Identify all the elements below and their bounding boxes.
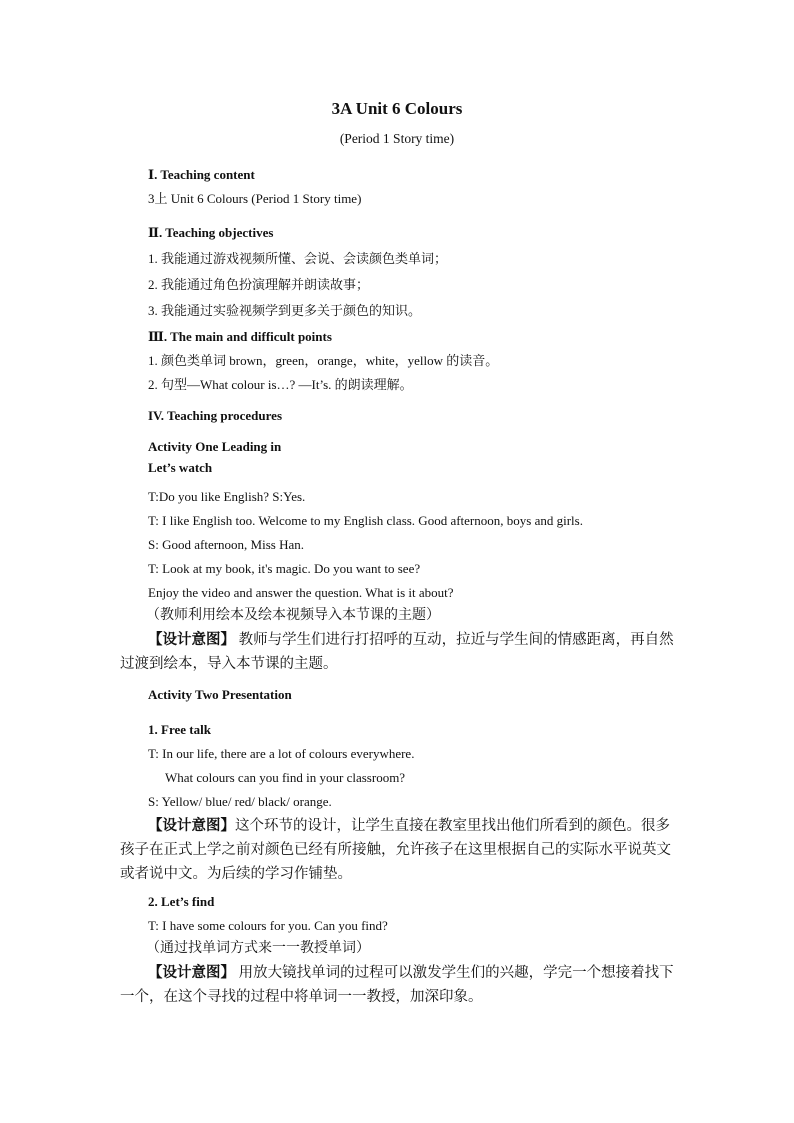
design-intent-paragraph <box>120 628 676 676</box>
objective-item: 3. 我能通过实验视频学到更多关于颜色的知识。 <box>148 303 422 318</box>
section-heading-content: Ⅰ. Teaching content <box>148 167 255 182</box>
dialogue-line: What colours can you find in your classroom? <box>165 770 406 785</box>
dialogue-line: Enjoy the video and answer the question. What is it about? <box>148 585 454 600</box>
design-intent-label: 【设计意图】 <box>148 632 235 648</box>
lets-find-heading: 2. Let’s find <box>148 894 215 909</box>
dialogue-line: T: Look at my book, it's magic. Do you want to see? <box>148 561 421 576</box>
free-talk-heading: 1. Free talk <box>148 722 211 737</box>
teacher-note: （教师利用绘本及绘本视频导入本节课的主题） <box>146 608 440 623</box>
page-title: 3A Unit 6 Colours <box>331 99 463 118</box>
design-intent-label: 【设计意图】 <box>148 965 235 981</box>
content-line: 3上 Unit 6 Colours (Period 1 Story time) <box>148 191 362 206</box>
page-subtitle: (Period 1 Story time) <box>339 131 455 146</box>
design-intent-text: 用放大镜找单词的过程可以激发学生们的兴趣，学完一个想接着找下一个，在这个寻找的过程中将单词一一教授，加深印象。 <box>120 965 674 1005</box>
activity-one-subheading: Let’s watch <box>148 460 213 475</box>
design-intent-paragraph <box>120 961 676 1009</box>
design-intent-paragraph <box>120 814 676 886</box>
activity-two-heading: Activity Two Presentation <box>148 687 292 702</box>
teacher-note: （通过找单词方式来一一教授单词） <box>146 941 370 956</box>
section-heading-objectives: Ⅱ. Teaching objectives <box>148 225 274 240</box>
dialogue-line: T:Do you like English? S:Yes. <box>148 489 306 504</box>
design-intent-text: 这个环节的设计，让学生直接在教室里找出他们所看到的颜色。很多孩子在正式上学之前对颜色已经有所接触，允许孩子在这里根据自己的实际水平说英文或者说中文。为后续的学习作铺垫。 <box>120 818 671 882</box>
objective-item: 1. 我能通过游戏视频所懂、会说、会读颜色类单词； <box>148 251 448 266</box>
activity-one-heading: Activity One Leading in <box>148 439 282 454</box>
point-item: 1. 颜色类单词 brown，green，orange，white，yellow 的读音。 <box>148 353 499 368</box>
dialogue-line: S: Good afternoon, Miss Han. <box>148 537 304 552</box>
section-heading-procedures: IV. Teaching procedures <box>148 408 283 423</box>
dialogue-line: S: Yellow/ blue/ red/ black/ orange. <box>148 794 332 809</box>
dialogue-line: T: In our life, there are a lot of colours everywhere. <box>148 746 415 761</box>
dialogue-line: T: I have some colours for you. Can you find? <box>148 918 388 933</box>
objective-item: 2. 我能通过角色扮演理解并朗读故事； <box>148 277 370 292</box>
section-heading-points: Ⅲ. The main and difficult points <box>148 329 332 344</box>
design-intent-text: 教师与学生们进行打招呼的互动，拉近与学生间的情感距离，再自然过渡到绘本，导入本节课的主题。 <box>120 632 674 672</box>
design-intent-label: 【设计意图】 <box>148 818 235 834</box>
dialogue-line: T: I like English too. Welcome to my English class. Good afternoon, boys and girls. <box>148 513 583 528</box>
point-item: 2. 句型—What colour is…? —It’s. 的朗读理解。 <box>148 377 413 392</box>
